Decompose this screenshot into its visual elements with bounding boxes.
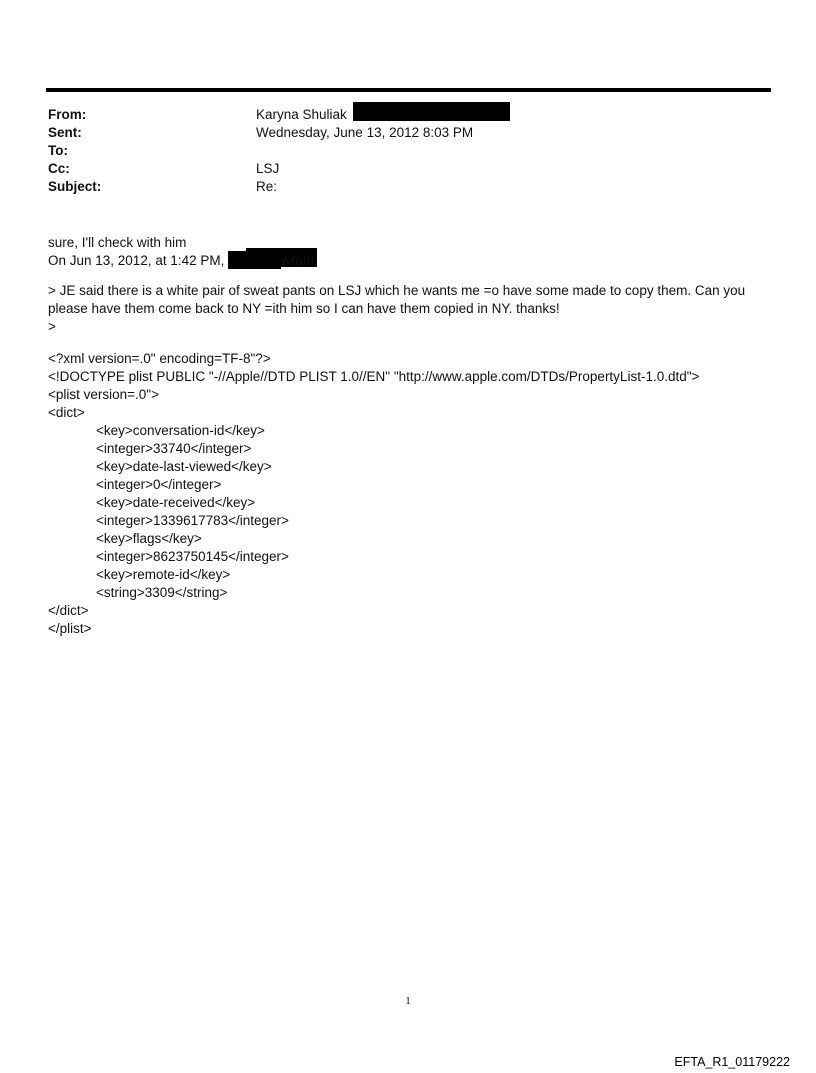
dict-entry: <key>date-last-viewed</key>	[96, 459, 272, 474]
subject-label: Subject:	[48, 179, 102, 194]
cc-label: Cc:	[48, 161, 70, 176]
dict-entry: <integer>33740</integer>	[96, 441, 252, 456]
dict-entry: <key>remote-id</key>	[96, 567, 231, 582]
dict-entry: <key>date-received</key>	[96, 495, 256, 510]
cc-value: LSJ	[256, 161, 280, 176]
xml-declaration: <?xml version=.0" encoding=TF-8"?>	[48, 351, 271, 366]
redaction-box	[228, 251, 281, 269]
quote-intro	[48, 252, 768, 270]
redaction-box	[353, 102, 510, 121]
email-body	[48, 234, 768, 638]
from-value	[256, 106, 510, 125]
quote-intro-before: On Jun 13, 2012, at 1:42 PM,	[48, 253, 225, 268]
quoted-line: > JE said there is a white pair of sweat pants on LSJ which he wants me =o have some made to copy them. Can you	[48, 283, 746, 298]
dict-close: </dict>	[48, 603, 89, 618]
subject-value: Re:	[256, 179, 278, 194]
sent-label: Sent:	[48, 125, 82, 140]
header-rule	[46, 88, 771, 92]
dict-entry: <integer>8623750145</integer>	[96, 549, 289, 564]
dict-entry: <integer>1339617783</integer>	[96, 513, 289, 528]
from-label: From:	[48, 107, 87, 122]
doctype-line: <!DOCTYPE plist PUBLIC "-//Apple//DTD PLIST 1.0//EN" "http://www.apple.com/DTDs/PropertyList-1.0.dtd">	[48, 369, 700, 384]
from-name: Karyna Shuliak	[256, 107, 347, 123]
plist-open: <plist version=.0">	[48, 387, 159, 402]
document-id: EFTA_R1_01179222	[674, 1055, 790, 1069]
dict-entry: <key>conversation-id</key>	[96, 423, 265, 438]
sent-value: Wednesday, June 13, 2012 8:03 PM	[256, 125, 474, 140]
quoted-line: please have them come back to NY =ith him so I can have them copied in NY. thanks!	[48, 301, 560, 316]
quote-intro-after: wrote:	[281, 253, 318, 268]
plist-close: </plist>	[48, 621, 92, 636]
dict-entry: <key>flags</key>	[96, 531, 202, 546]
page-number: 1	[405, 995, 411, 1007]
reply-text: sure, I'll check with him	[48, 235, 187, 250]
dict-open: <dict>	[48, 405, 85, 420]
spacer	[48, 270, 768, 282]
spacer	[48, 336, 768, 350]
dict-entry: <string>3309</string>	[96, 585, 228, 600]
dict-entry: <integer>0</integer>	[96, 477, 222, 492]
to-label: To:	[48, 143, 68, 158]
quoted-line: >	[48, 319, 56, 334]
